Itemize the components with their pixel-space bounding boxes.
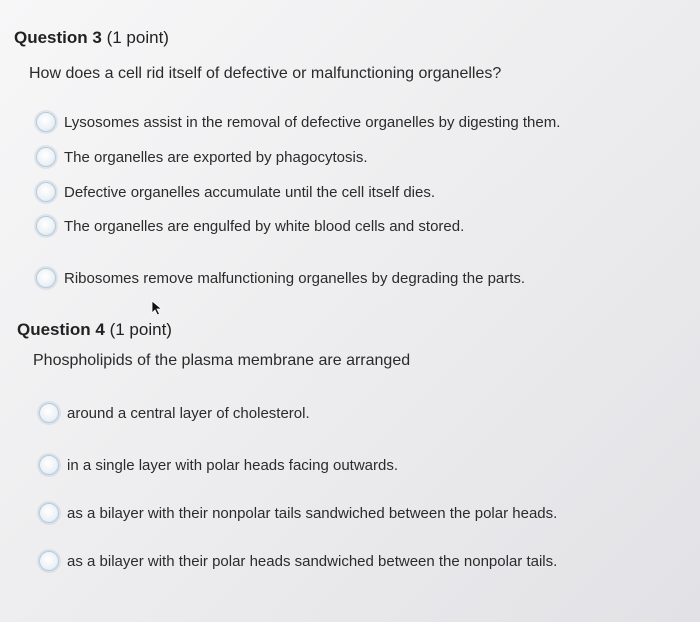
- question-3-option-1[interactable]: [36, 112, 560, 132]
- mouse-pointer-icon: [151, 300, 163, 316]
- radio-button-icon[interactable]: [36, 182, 56, 202]
- radio-button-icon[interactable]: [36, 268, 56, 288]
- question-3-points: (1 point): [106, 28, 169, 47]
- radio-button-icon[interactable]: [36, 112, 56, 132]
- option-label: Lysosomes assist in the removal of defective organelles by digesting them.: [64, 113, 561, 131]
- question-4-option-3[interactable]: [39, 503, 557, 523]
- question-4-option-4[interactable]: [39, 551, 557, 571]
- option-label: Ribosomes remove malfunctioning organelles by degrading the parts.: [64, 269, 526, 287]
- question-4-title: [17, 320, 172, 340]
- question-4-option-2[interactable]: [39, 455, 398, 475]
- question-3-option-2[interactable]: [36, 147, 368, 167]
- option-label: as a bilayer with their nonpolar tails sandwiched between the polar heads.: [67, 504, 558, 522]
- option-label: around a central layer of cholesterol.: [67, 404, 310, 422]
- question-3-option-4[interactable]: [36, 216, 464, 236]
- question-4-points: (1 point): [109, 320, 172, 339]
- option-label: The organelles are engulfed by white blood cells and stored.: [64, 217, 465, 235]
- question-3-text: How does a cell rid itself of defective or malfunctioning organelles?: [29, 65, 502, 82]
- option-label: as a bilayer with their polar heads sandwiched between the nonpolar tails.: [67, 552, 558, 570]
- radio-button-icon[interactable]: [36, 147, 56, 167]
- radio-button-icon[interactable]: [39, 455, 59, 475]
- radio-button-icon[interactable]: [39, 403, 59, 423]
- radio-button-icon[interactable]: [39, 551, 59, 571]
- radio-button-icon[interactable]: [36, 216, 56, 236]
- radio-button-icon[interactable]: [39, 503, 59, 523]
- option-label: in a single layer with polar heads facing outwards.: [67, 456, 399, 474]
- question-3-option-5[interactable]: [36, 268, 525, 288]
- question-4-text: Phospholipids of the plasma membrane are arranged: [33, 352, 411, 369]
- question-4-option-1[interactable]: [39, 403, 310, 423]
- question-3-title: [14, 28, 169, 48]
- option-label: Defective organelles accumulate until the cell itself dies.: [64, 183, 436, 201]
- option-label: The organelles are exported by phagocytosis.: [64, 148, 368, 166]
- question-4-number: Question 4: [17, 320, 105, 339]
- question-3-number: Question 3: [14, 28, 102, 47]
- question-3-option-3[interactable]: [36, 182, 435, 202]
